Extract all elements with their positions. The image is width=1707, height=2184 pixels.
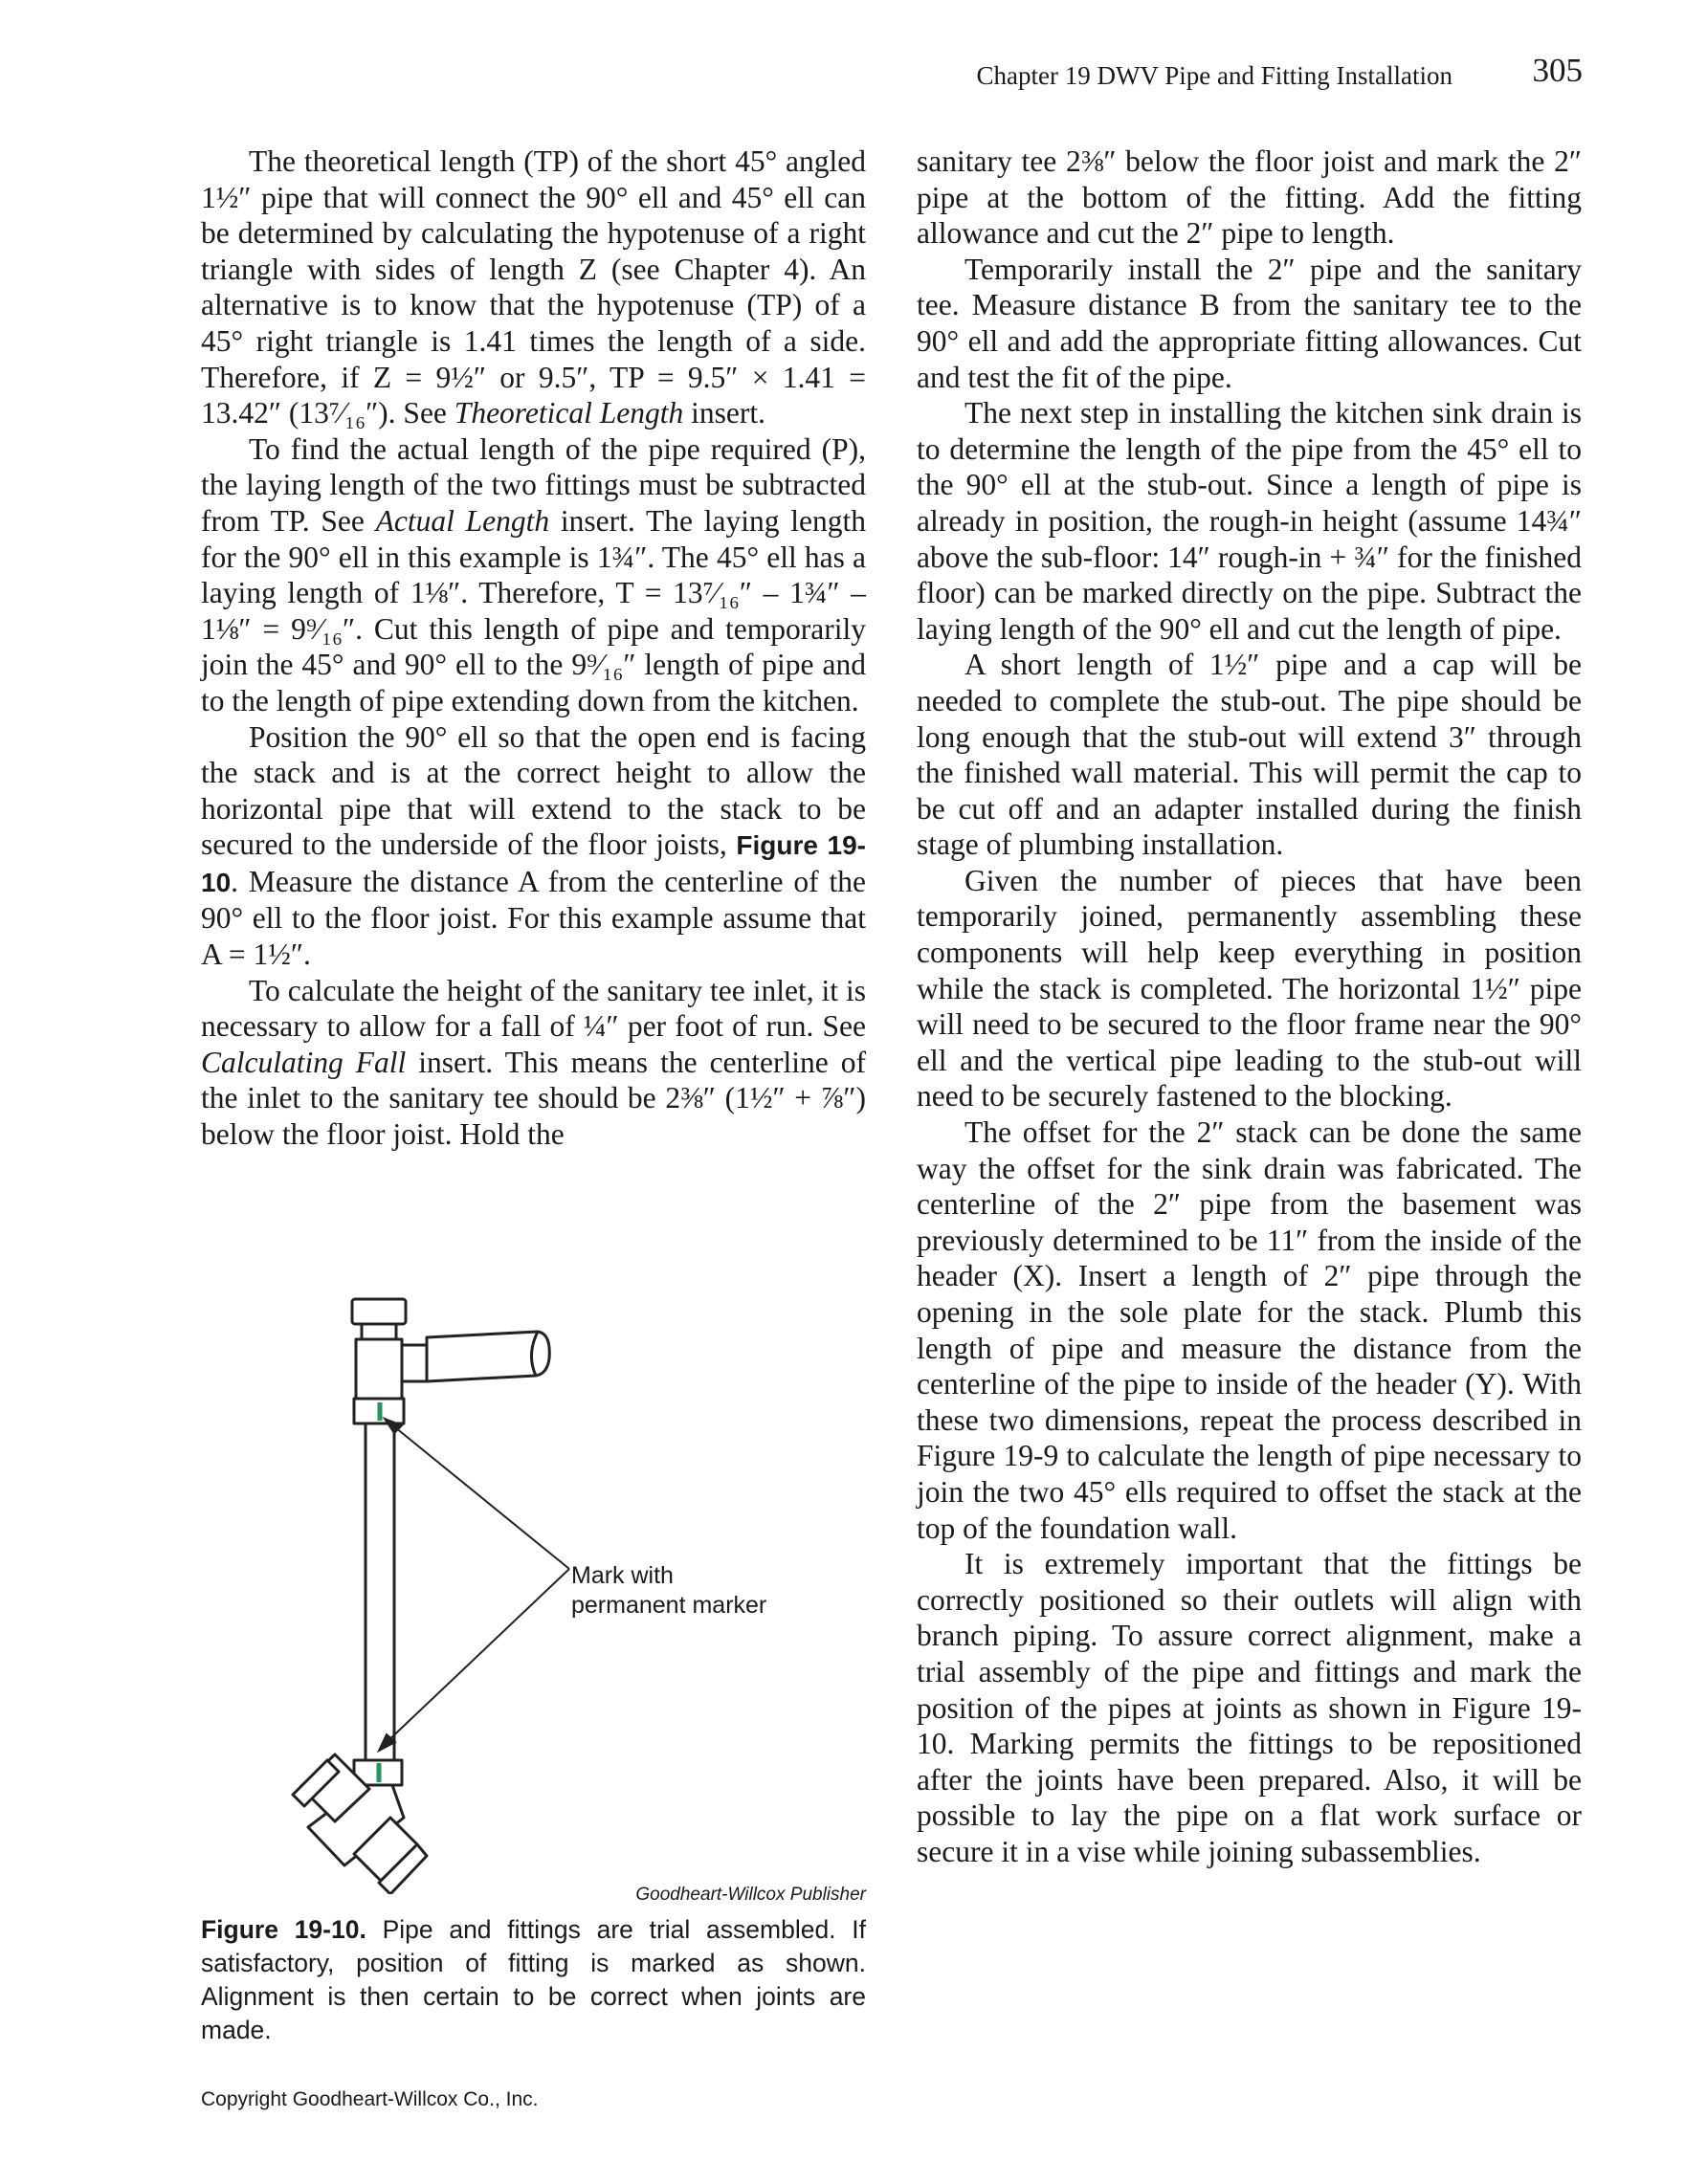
- right-paragraph-4: A short length of 1½″ pipe and a cap will be needed to complete the stub-out. The pipe should be long enough that the stub-out will extend 3″ through the finished wall material. This will permit the cap to be cut off and an adapter installed during the finish stage of plumbing installation.: [917, 648, 1582, 862]
- right-paragraph-2: Temporarily install the 2″ pipe and the sanitary tee. Measure distance B from the sanitary tee to the 90° ell and add the appropriate fitting allowances. Cut and test the fit of the pipe.: [917, 252, 1582, 394]
- sanitary-tee: [356, 1339, 402, 1399]
- page-header: [0, 52, 1707, 99]
- right-column: [917, 143, 1582, 1870]
- figure-credit: Goodheart-Willcox Publisher: [635, 1885, 866, 1905]
- right-paragraph-7: It is extremely important that the fittings be correctly positioned so their outlets will align with branch piping. To assure correct alignment, make a trial assembly of the pipe and fittings and mark the position of the pipes at joints as shown in Figure 19-10. Marking permits the fittings to be repositioned after the joints have been prepared. Also, it will be possible to lay the pipe on a flat work surface or secure it in a vise while joining subassemblies.: [917, 1547, 1582, 1868]
- right-paragraph-5: Given the number of pieces that have been temporarily joined, permanently assembling these components will help keep everything in position while the stack is completed. The horizontal 1½″ pipe will need to be secured to the floor frame near the 90° ell and the vertical pipe leading to the stub-out will need to be securely fastened to the blocking.: [917, 863, 1582, 1114]
- page-number: 305: [1532, 52, 1583, 89]
- figure-caption-text: Pipe and fittings are trial assembled. If satisfactory, position of fitting is marked as shown. Alignment is then certain to be correct when joints are made.: [201, 1915, 866, 2044]
- running-head: Chapter 19 DWV Pipe and Fitting Installation: [976, 61, 1452, 90]
- left-column: [201, 143, 866, 1153]
- figure-callout-label: Mark with permanent marker: [571, 1562, 767, 1619]
- figure-19-10: [201, 1282, 866, 1905]
- right-paragraph-6: The offset for the 2″ stack can be done the same way the offset for the sink drain was fabricated. The centerline of the 2″ pipe from the basement was previously determined to be 11″ from the inside of the header (X). Insert a length of 2″ pipe through the opening in the sole plate for the stack. Plumb this length of pipe and measure the distance from the centerline of the pipe to inside of the header (Y). With these two dimensions, repeat the process described in Figure 19-9 to calculate the length of pipe necessary to join the two 45° ells required to offset the stack at the top of the foundation wall.: [917, 1115, 1582, 1545]
- figure-caption: [201, 1913, 866, 2047]
- left-paragraph-1: The theoretical length (TP) of the short 45° angled 1½″ pipe that will connect the 90° ell and 45° ell can be determined by calculating the hypotenuse of a right triangle with sides of length Z (see Chapter 4). An alternative is to know that the hypotenuse (TP) of a 45° right triangle is 1.41 times the length of a side. Therefore, if Z = 9½″ or 9.5″, TP = 9.5″ × 1.41 = 13.42″ (13⁷⁄₁₆″). See Theoretical Length insert.: [201, 144, 866, 430]
- left-paragraph-4: To calculate the height of the sanitary tee inlet, it is necessary to allow for a fall of ¼″ per foot of run. See Calculating Fall insert. This means the centerline of the inlet to the sanitary tee should be 2⅜″ (1½″ + ⅞″) below the floor joist. Hold the: [201, 973, 867, 1152]
- copyright-footer: Copyright Goodheart-Willcox Co., Inc.: [201, 2088, 539, 2110]
- top-cap: [352, 1299, 406, 1324]
- left-paragraph-3: Position the 90° ell so that the open end is facing the stack and is at the correct height to allow the horizontal pipe that will extend to the stack to be secured to the underside of the floor joists, Figure 19-10. Measure the distance A from the centerline of the 90° ell to the floor joist. For this example assume that A = 1½″.: [201, 719, 866, 972]
- tee-branch: [402, 1345, 427, 1381]
- right-paragraph-3: The next step in installing the kitchen sink drain is to determine the length of the pipe from the 45° ell to the 90° ell at the stub-out. Since a length of pipe is already in position, the rough-in height (assume 14¾″ above the sub-floor: 14″ rough-in + ¾″ for the finished floor) can be marked directly on the pipe. Subtract the laying length of the 90° ell and cut the length of pipe.: [917, 396, 1582, 646]
- leader-line-upper: [390, 1423, 569, 1569]
- leader-line-lower: [383, 1569, 569, 1746]
- vertical-pipe: [366, 1423, 394, 1760]
- left-paragraph-2: To find the actual length of the pipe required (P), the laying length of the two fittings must be subtracted from TP. See Actual Length insert. The laying length for the 90° ell in this example is 1¾″. The 45° ell has a laying length of 1⅛″. Therefore, T = 13⁷⁄₁₆″ – 1¾″ – 1⅛″ = 9⁹⁄₁₆″. Cut this length of pipe and temporarily join the 45° and 90° ell to the 9⁹⁄₁₆″ length of pipe and to the length of pipe extending down from the kitchen.: [201, 431, 866, 717]
- figure-caption-number: Figure 19-10.: [201, 1915, 366, 1944]
- right-paragraph-1: sanitary tee 2⅜″ below the floor joist and mark the 2″ pipe at the bottom of the fitting. Add the fitting allowance and cut the 2″ pipe to length.: [917, 144, 1582, 251]
